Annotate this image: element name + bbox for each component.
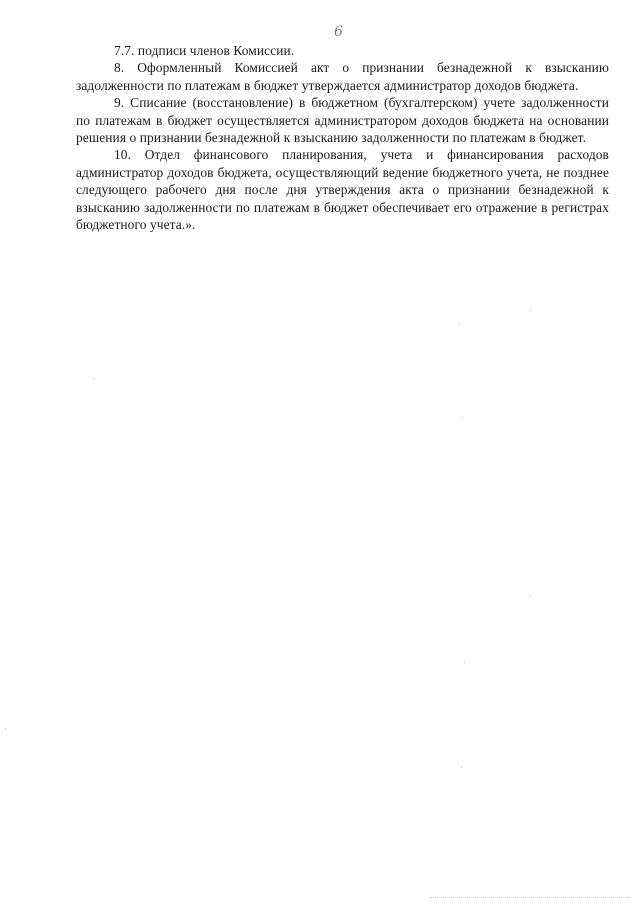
paragraph-9: 9. Списание (восстановление) в бюджетном (бухгалтерском) учете задолженности по платежам в бюджет осуществляется администратором доходов бюджета на основании решения о признании безнадежной к взысканию задолженности по платежам в бюджет. bbox=[76, 95, 609, 146]
scan-speck bbox=[464, 662, 465, 663]
scan-speck bbox=[93, 378, 94, 379]
scan-speck bbox=[5, 728, 6, 729]
scan-speck bbox=[461, 767, 462, 768]
scan-speck bbox=[462, 417, 463, 418]
paragraph-10: 10. Отдел финансового планирования, учета и финансирования расходов администратор доходов бюджета, осуществляющий ведение бюджетного учета, не позднее следующего рабочего дня после дня утверждения акта о признании безнадежной к взысканию задолженности по платежам в бюджет обеспечивает его отражение в регистрах бюджетного учета.». bbox=[76, 147, 609, 233]
page-number: 6 bbox=[334, 24, 343, 40]
scan-speck bbox=[530, 596, 531, 597]
scan-speck bbox=[459, 323, 460, 324]
paragraph-7-7: 7.7. подписи членов Комиссии. bbox=[114, 43, 295, 58]
paragraph-8: 8. Оформленный Комиссией акт о признании безнадежной к взысканию задолженности по платежам в бюджет утверждается администратор доходов бюджета. bbox=[76, 60, 609, 93]
scan-speck bbox=[530, 310, 531, 311]
scan-border-dots bbox=[430, 897, 630, 899]
document-body bbox=[76, 42, 609, 233]
